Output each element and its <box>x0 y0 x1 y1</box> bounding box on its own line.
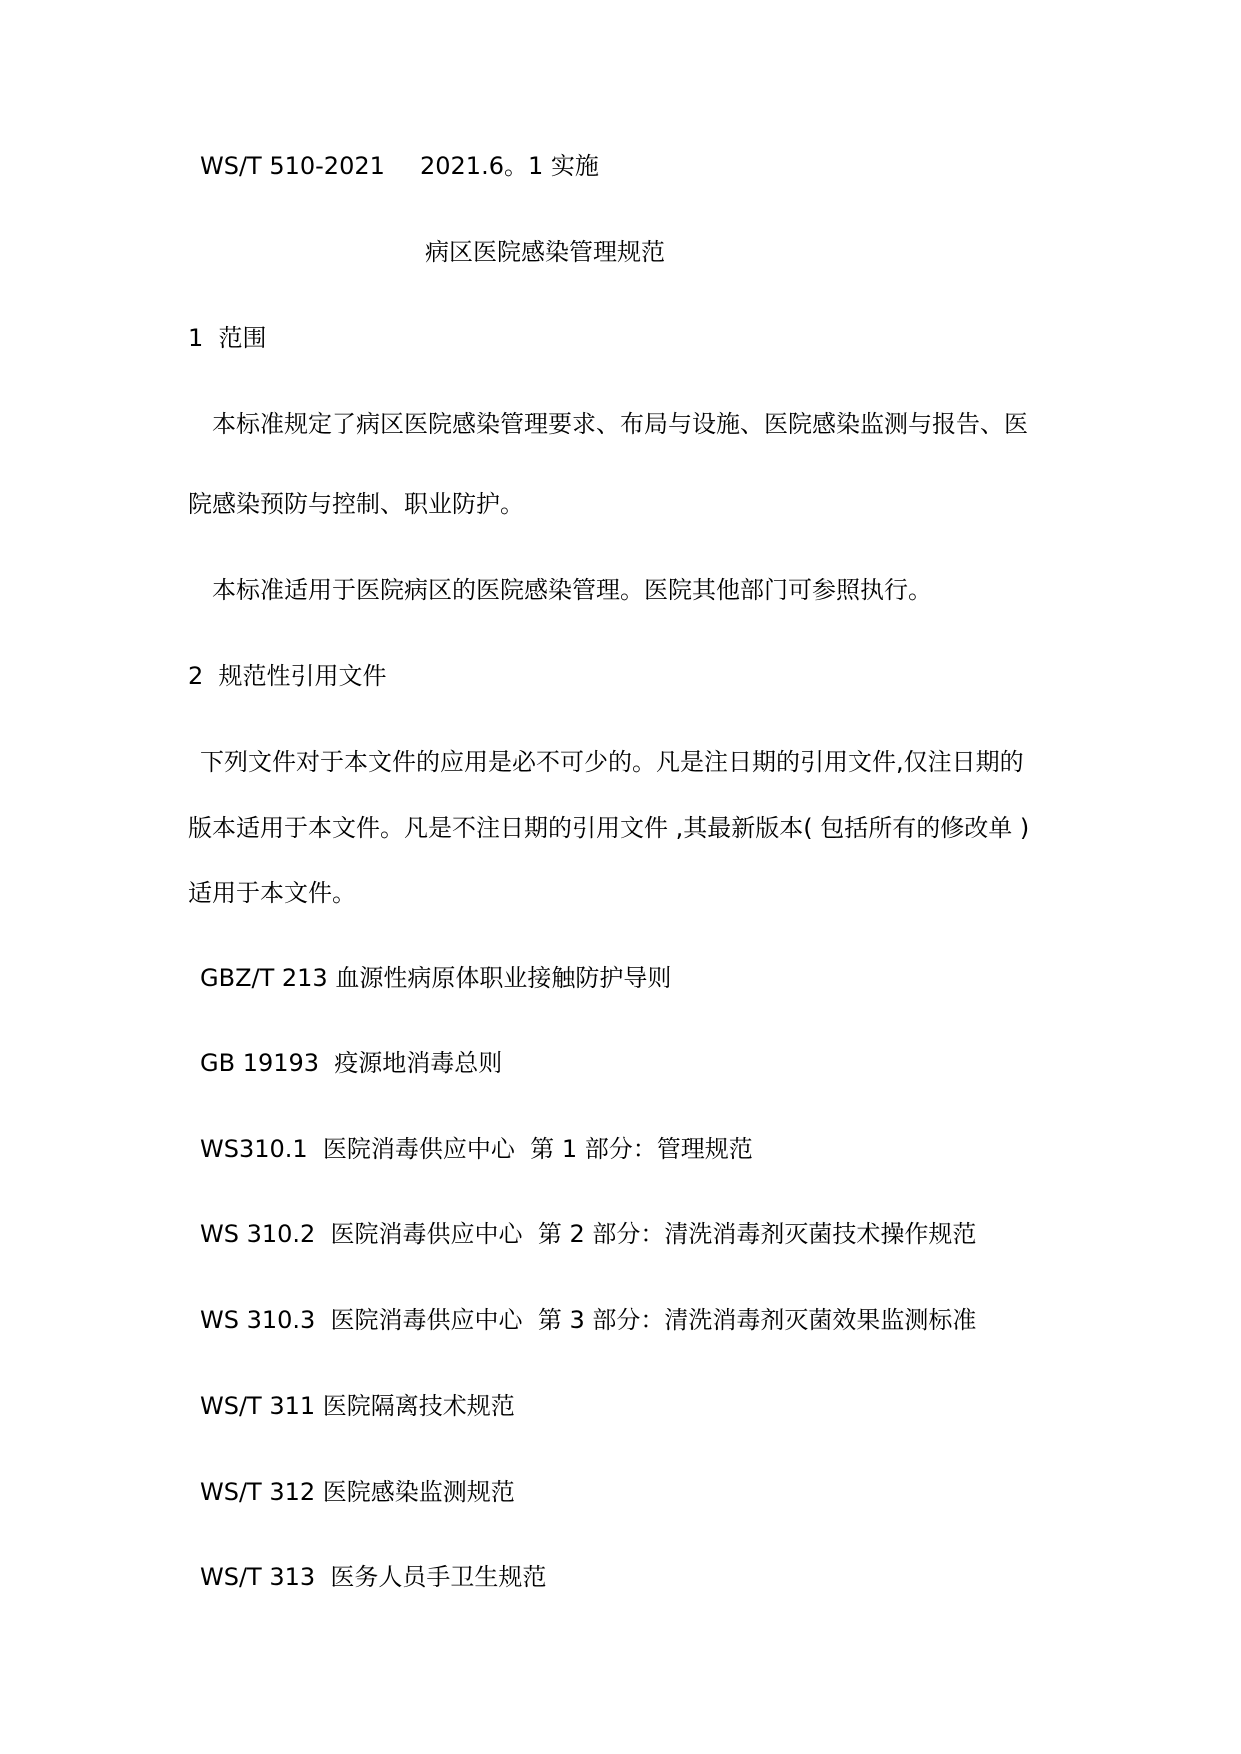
reference-item: WS310.1 医院消毒供应中心 第 1 部分：管理规范 <box>200 1135 753 1163</box>
section-1-paragraph-1-line-2: 院感染预防与控制、职业防护。 <box>188 490 524 518</box>
reference-item: WS/T 311 医院隔离技术规范 <box>200 1392 515 1420</box>
section-2-intro-line-2: 版本适用于本文件。凡是不注日期的引用文件 ,其最新版本( 包括所有的修改单 ) <box>188 814 1030 842</box>
section-1-heading: 1 范围 <box>188 324 267 352</box>
reference-item: WS 310.2 医院消毒供应中心 第 2 部分：清洗消毒剂灭菌技术操作规范 <box>200 1220 977 1248</box>
reference-item: WS 310.3 医院消毒供应中心 第 3 部分：清洗消毒剂灭菌效果监测标准 <box>200 1306 977 1334</box>
section-2-intro-line-1: 下列文件对于本文件的应用是必不可少的。凡是注日期的引用文件,仅注日期的 <box>200 748 1024 776</box>
section-1-paragraph-1-line-1: 本标准规定了病区医院感染管理要求、布局与设施、医院感染监测与报告、医 <box>212 410 1028 438</box>
reference-item: WS/T 312 医院感染监测规范 <box>200 1478 515 1506</box>
section-2-heading: 2 规范性引用文件 <box>188 662 387 690</box>
document-title: 病区医院感染管理规范 <box>425 238 665 266</box>
standard-number: WS/T 510-2021 <box>200 152 385 180</box>
effective-date: 2021.6。1 实施 <box>420 152 599 180</box>
reference-item: GBZ/T 213 血源性病原体职业接触防护导则 <box>200 964 672 992</box>
section-1-paragraph-2: 本标准适用于医院病区的医院感染管理。医院其他部门可参照执行。 <box>212 576 932 604</box>
reference-item: WS/T 313 医务人员手卫生规范 <box>200 1563 547 1591</box>
section-2-intro-line-3: 适用于本文件。 <box>188 879 356 907</box>
reference-item: GB 19193 疫源地消毒总则 <box>200 1049 503 1077</box>
